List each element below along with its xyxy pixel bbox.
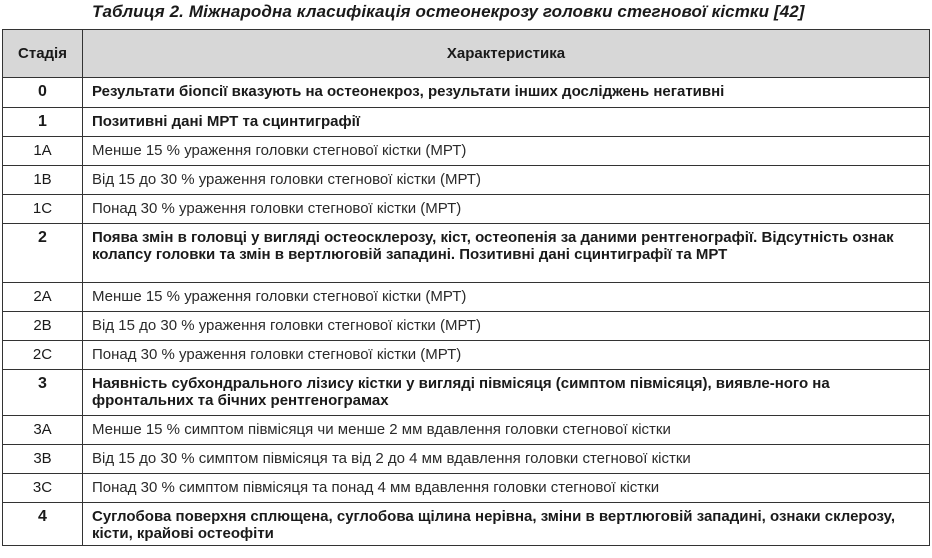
description-cell: Поява змін в головці у вигляді остеосклерозу, кіст, остеопенія за даними рентгенографії. Відсутність ознак колапсу головки та змін в вертлюговій западині. Позитивні дані сцинтиграфії та МРТ xyxy=(83,224,930,283)
description-cell: Від 15 до 30 % ураження головки стегнової кістки (МРТ) xyxy=(83,166,930,195)
stage-cell: 3A xyxy=(3,416,83,445)
table-row xyxy=(3,166,930,195)
description-cell: Від 15 до 30 % ураження головки стегнової кістки (МРТ) xyxy=(83,312,930,341)
stage-cell: 0 xyxy=(3,78,83,108)
stage-cell: 2C xyxy=(3,341,83,370)
stage-cell: 3 xyxy=(3,370,83,416)
description-cell: Понад 30 % симптом півмісяця та понад 4 мм вдавлення головки стегнової кістки xyxy=(83,474,930,503)
description-cell: Результати біопсії вказують на остеонекроз, результати інших досліджень негативні xyxy=(83,78,930,108)
stage-cell: 1 xyxy=(3,108,83,137)
description-cell: Менше 15 % симптом півмісяця чи менше 2 мм вдавлення головки стегнової кістки xyxy=(83,416,930,445)
stage-cell: 2 xyxy=(3,224,83,283)
description-cell: Менше 15 % ураження головки стегнової кістки (МРТ) xyxy=(83,137,930,166)
table-row xyxy=(3,137,930,166)
description-cell: Наявність субхондрального лізису кістки у вигляді півмісяця (симптом півмісяця), виявле-ного на фронтальних та бічних рентгенограмах xyxy=(83,370,930,416)
stage-cell: 2A xyxy=(3,283,83,312)
table-row xyxy=(3,445,930,474)
table-row xyxy=(3,341,930,370)
stage-cell: 3C xyxy=(3,474,83,503)
stage-cell: 1C xyxy=(3,195,83,224)
description-cell: Менше 15 % ураження головки стегнової кістки (МРТ) xyxy=(83,283,930,312)
table-row xyxy=(3,370,930,416)
description-cell: Від 15 до 30 % симптом півмісяця та від 2 до 4 мм вдавлення головки стегнової кістки xyxy=(83,445,930,474)
table-header-row xyxy=(3,30,930,78)
classification-table xyxy=(2,29,930,546)
stage-cell: 2B xyxy=(3,312,83,341)
table-row xyxy=(3,474,930,503)
description-cell: Понад 30 % ураження головки стегнової кістки (МРТ) xyxy=(83,195,930,224)
table-row xyxy=(3,503,930,546)
stage-cell: 4 xyxy=(3,503,83,546)
table-row xyxy=(3,108,930,137)
stage-cell: 3B xyxy=(3,445,83,474)
description-cell: Позитивні дані МРТ та сцинтиграфії xyxy=(83,108,930,137)
stage-cell: 1B xyxy=(3,166,83,195)
description-cell: Суглобова поверхня сплющена, суглобова щілина нерівна, зміни в вертлюговій западині, ознаки склерозу, кісти, крайові остеофіти xyxy=(83,503,930,546)
description-cell: Понад 30 % ураження головки стегнової кістки (МРТ) xyxy=(83,341,930,370)
header-stage: Стадія xyxy=(3,30,83,78)
table-row xyxy=(3,416,930,445)
header-characteristic: Характеристика xyxy=(83,30,930,78)
table-row xyxy=(3,195,930,224)
table-row xyxy=(3,312,930,341)
table-row xyxy=(3,283,930,312)
stage-cell: 1A xyxy=(3,137,83,166)
table-row xyxy=(3,78,930,108)
table-caption: Таблиця 2. Міжнародна класифікація остеонекрозу головки стегнової кістки [42] xyxy=(92,2,805,21)
table-row xyxy=(3,224,930,283)
